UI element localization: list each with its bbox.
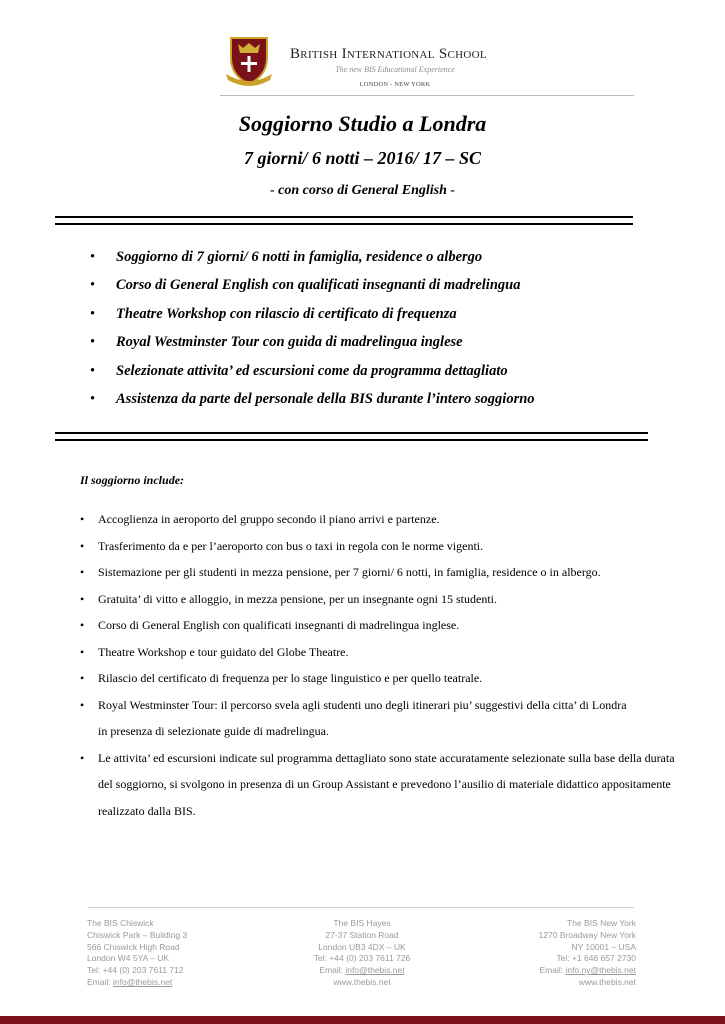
footer-email: Email: info@thebis.net bbox=[319, 965, 405, 976]
course-subtitle: - con corso di General English - bbox=[269, 183, 456, 198]
bullet-icon: • bbox=[80, 644, 85, 659]
email-link[interactable]: info.ny@thebis.net bbox=[565, 965, 636, 976]
footer-phone: Tel: +1 646 657 2730 bbox=[556, 953, 636, 964]
footer-campus-name: The BIS Hayes bbox=[333, 918, 391, 928]
bullet-icon: • bbox=[90, 305, 96, 322]
bottom-brand-bar bbox=[0, 1016, 725, 1024]
include-item: • Rilascio del certificato di frequenza per lo stage linguistico e per quello teatrale. bbox=[80, 665, 658, 692]
double-divider-bottom bbox=[55, 432, 648, 441]
footer-address-line: London W4 5YA – UK bbox=[87, 953, 170, 964]
double-divider-top bbox=[55, 216, 633, 225]
include-item: • Sistemazione per gli studenti in mezza pensione, per 7 giorni/ 6 notti, in famiglia, residence o in albergo. bbox=[80, 559, 678, 586]
footer-address-line: 27-37 Station Road bbox=[325, 929, 399, 940]
footer-hayes bbox=[272, 918, 452, 989]
include-item: • Trasferimento da e per l’aeroporto con bus o taxi in regola con le norme vigenti. bbox=[80, 533, 658, 560]
footer-new-york bbox=[456, 918, 636, 989]
footer-divider bbox=[88, 907, 634, 908]
include-item: • Accoglienza in aeroporto del gruppo secondo il piano arrivi e partenze. bbox=[80, 506, 658, 533]
footer-address-line: London UB3 4DX – UK bbox=[318, 941, 406, 952]
footer-phone: Tel: +44 (0) 203 7611 726 bbox=[313, 953, 411, 964]
bullet-icon: • bbox=[80, 750, 85, 765]
bullet-icon: • bbox=[80, 565, 85, 579]
footer-email: Email: info@thebis.net bbox=[87, 976, 173, 987]
footer-phone: Tel: +44 (0) 203 7611 712 bbox=[87, 965, 184, 976]
bullet-icon: • bbox=[80, 512, 85, 526]
school-locations: LONDON - NEW YORK bbox=[359, 81, 431, 88]
highlights-list bbox=[90, 249, 535, 419]
highlight-item: • Assistenza da parte del personale della BIS durante l’intero soggiorno bbox=[90, 390, 535, 407]
website-link[interactable]: www.thebis.net bbox=[578, 976, 636, 987]
footer-address-line: 1270 Broadway New York bbox=[538, 929, 636, 940]
email-link[interactable]: info@thebis.net bbox=[112, 976, 173, 987]
page-title: Soggiorno Studio a Londra bbox=[238, 111, 487, 136]
school-crest-icon bbox=[226, 34, 272, 86]
email-link[interactable]: info@thebis.net bbox=[345, 965, 405, 976]
footer-address-line: Chiswick Park – Building 3 bbox=[87, 929, 188, 940]
include-item: • Royal Westminster Tour: il percorso svela agli studenti uno degli itinerari piu’ suggestivi della citta’ di Londra in presenza di selezionate guide di madrelingua. bbox=[80, 692, 628, 745]
bullet-icon: • bbox=[80, 697, 85, 712]
bullet-icon: • bbox=[90, 390, 96, 407]
footer-campus-name: The BIS Chiswick bbox=[87, 918, 154, 928]
include-item: • Le attivita’ ed escursioni indicate sul programma dettagliato sono state accuratamente selezionate sulla base della durata del soggiorno, si svolgono in presenza di un Group Assistant e prevedono l’ausilio di materiale didattico appositamente realizzato dalla BIS. bbox=[80, 745, 678, 825]
include-item: • Gratuita’ di vitto e alloggio, in mezza pensione, per un insegnante ogni 15 studenti. bbox=[80, 586, 658, 613]
highlight-item: • Theatre Workshop con rilascio di certificato di frequenza bbox=[90, 305, 457, 322]
include-item: • Corso di General English con qualificati insegnanti di madrelingua inglese. bbox=[80, 612, 658, 639]
footer-address-line: NY 10001 – USA bbox=[571, 941, 636, 952]
includes-heading: Il soggiorno include: bbox=[80, 473, 185, 487]
highlight-item: • Soggiorno di 7 giorni/ 6 notti in famiglia, residence o albergo bbox=[90, 249, 483, 265]
bullet-icon: • bbox=[80, 618, 85, 632]
bullet-icon: • bbox=[80, 538, 85, 553]
bullet-icon: • bbox=[90, 334, 96, 351]
highlight-item: • Royal Westminster Tour con guida di madrelingua inglese bbox=[90, 334, 463, 351]
includes-list bbox=[80, 506, 680, 824]
footer-chiswick bbox=[87, 918, 267, 989]
bullet-icon: • bbox=[90, 362, 96, 379]
footer-campus-name: The BIS New York bbox=[567, 918, 636, 928]
school-name: British International School bbox=[290, 46, 487, 62]
highlight-item: • Selezionate attivita’ ed escursioni come da programma dettagliato bbox=[90, 362, 508, 379]
highlight-item: • Corso di General English con qualificati insegnanti di madrelingua bbox=[90, 277, 521, 294]
bullet-icon: • bbox=[80, 671, 85, 685]
page-subtitle: 7 giorni/ 6 notti – 2016/ 17 – SC bbox=[243, 148, 482, 168]
include-item: • Theatre Workshop e tour guidato del Globe Theatre. bbox=[80, 639, 658, 666]
header-divider bbox=[220, 95, 634, 96]
bullet-icon: • bbox=[80, 591, 85, 606]
website-link[interactable]: www.thebis.net bbox=[333, 976, 391, 987]
bullet-icon: • bbox=[90, 277, 96, 294]
footer-email: Email: info.ny@thebis.net bbox=[539, 965, 636, 976]
bullet-icon: • bbox=[90, 249, 96, 265]
school-tagline: The new BIS Educational Experience bbox=[335, 65, 455, 74]
footer-address-line: 566 Chiswick High Road bbox=[87, 941, 180, 952]
